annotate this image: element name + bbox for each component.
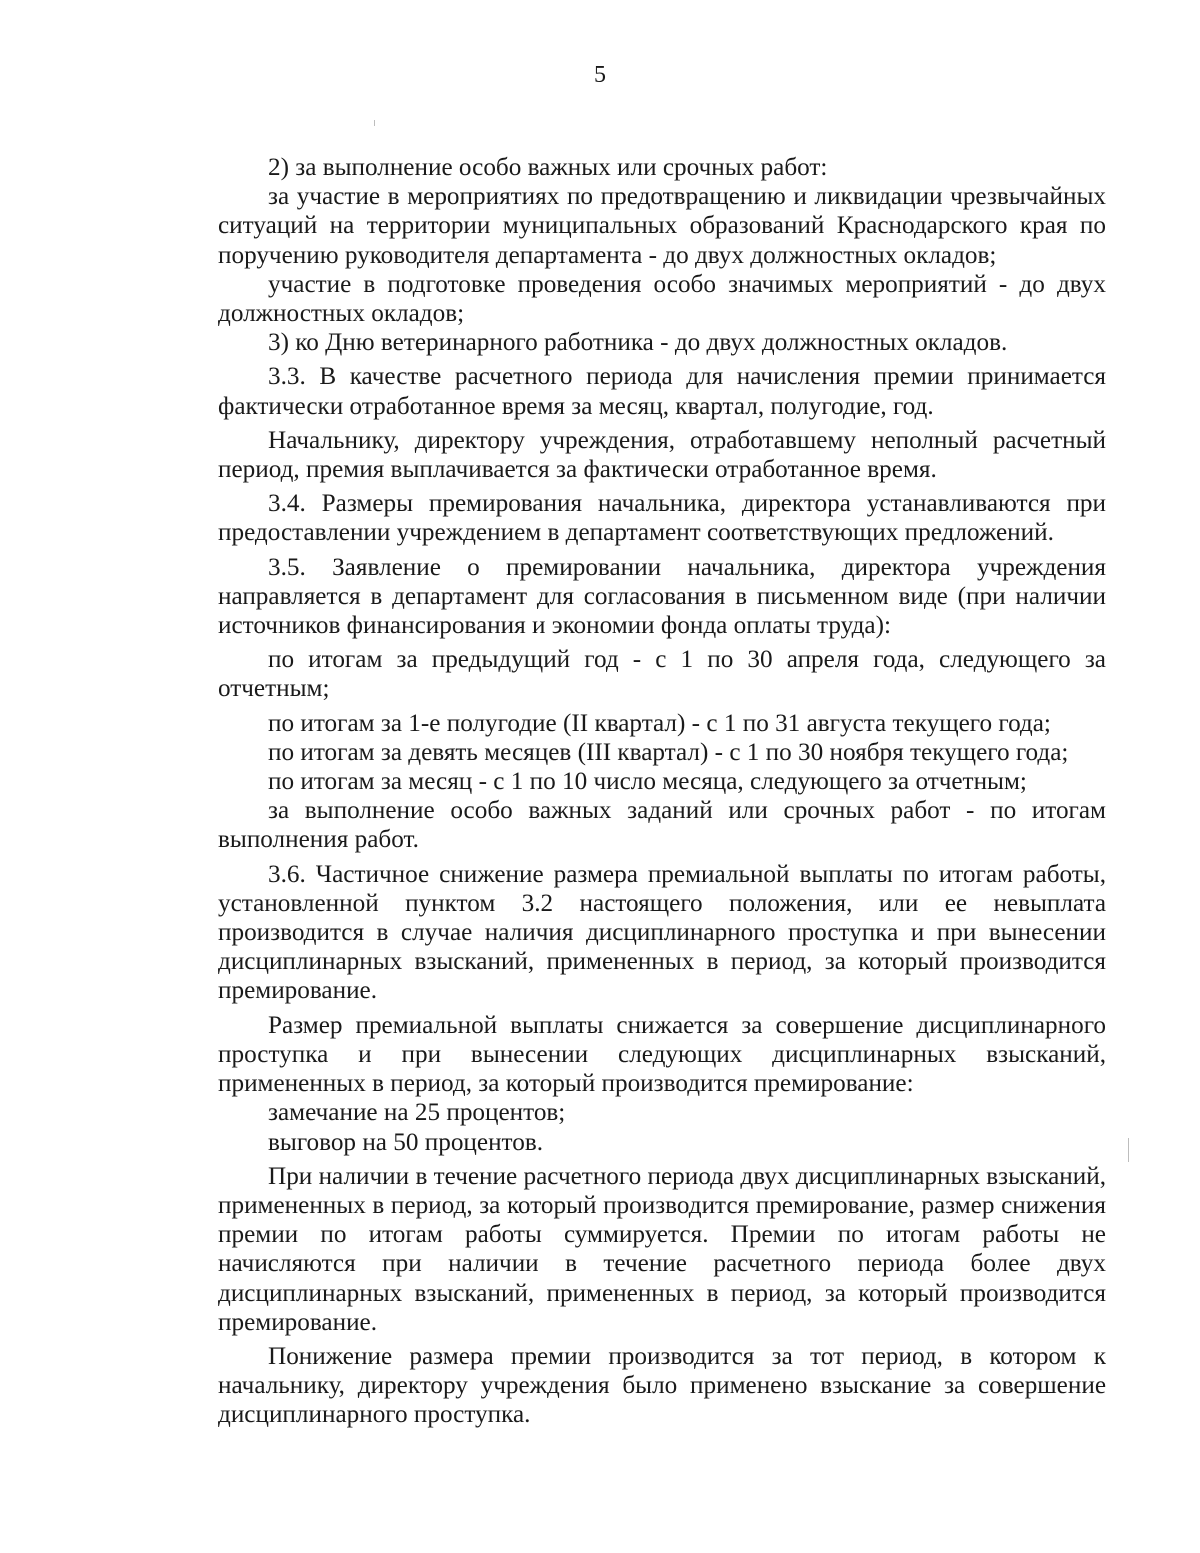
paragraph-3-3: 3.3. В качестве расчетного периода для начисления премии принимается фактически отработанное время за месяц, квартал, полугодие, год.: [218, 363, 1106, 420]
page-number: 5: [594, 62, 606, 88]
paragraph-3-6: 3.6. Частичное снижение размера премиальной выплаты по итогам работы, установленной пунктом 3.2 настоящего положения, или ее невыплата производится в случае наличия дисциплинарного проступка и при вынесении дисциплинарных взысканий, примененных в период, за который производится премирование.: [218, 860, 1106, 1005]
paragraph-remark: замечание на 25 процентов;: [268, 1099, 566, 1127]
paragraph-item-2-heading: 2) за выполнение особо важных или срочных работ:: [268, 154, 828, 181]
paragraph-3-5: 3.5. Заявление о премировании начальника, директора учреждения направляется в департамент для согласования в письменном виде (при наличии источников финансирования и экономии фонда оплаты труда):: [218, 553, 1106, 640]
paragraph-two-penalties: При наличии в течение расчетного периода двух дисциплинарных взысканий, примененных в период, за который производится премирование, размер снижения премии по итогам работы суммируется. Премии по итогам работы не начисляются при наличии в течение расчетного периода более двух дисциплинарных взысканий, примененных в период, за который производится премирование.: [218, 1162, 1106, 1336]
paragraph-reduction-period: Понижение размера премии производится за тот период, в котором к начальнику, директору учреждения было применено взыскание за совершение дисциплинарного проступка.: [218, 1342, 1106, 1429]
scan-mark-right: [1128, 1138, 1129, 1162]
paragraph-reprimand: выговор на 50 процентов.: [268, 1128, 544, 1156]
paragraph-year-results: по итогам за предыдущий год - с 1 по 30 апреля года, следующего за отчетным;: [218, 646, 1106, 703]
paragraph-month-results: по итогам за месяц - с 1 по 10 число месяца, следующего за отчетным;: [268, 768, 1027, 796]
paragraph-urgent-tasks: за выполнение особо важных заданий или срочных работ - по итогам выполнения работ.: [218, 797, 1106, 854]
paragraph-important-events: участие в подготовке проведения особо значимых мероприятий - до двух должностных окладов;: [218, 270, 1106, 328]
paragraph-partial-period: Начальнику, директору учреждения, отработавшему неполный расчетный период, премия выплачивается за фактически отработанное время.: [218, 426, 1106, 484]
paragraph-half-year-results: по итогам за 1-е полугодие (II квартал) - с 1 по 31 августа текущего года;: [268, 709, 1051, 737]
paragraph-nine-months-results: по итогам за девять месяцев (III квартал) - с 1 по 30 ноября текущего года;: [268, 738, 1069, 766]
paragraph-vet-day: 3) ко Дню ветеринарного работника - до двух должностных окладов.: [268, 329, 1008, 357]
paragraph-emergency-participation: за участие в мероприятиях по предотвращению и ликвидации чрезвычайных ситуаций на территории муниципальных образований Краснодарского края по поручению руководителя департамента - до двух должностных окладов;: [218, 183, 1106, 269]
document-body: [218, 153, 1106, 1430]
scan-mark-top: [374, 120, 375, 126]
paragraph-reduction-size: Размер премиальной выплаты снижается за совершение дисциплинарного проступка и при вынесении следующих дисциплинарных взысканий, примененных в период, за который производится премирование:: [218, 1011, 1106, 1098]
paragraph-3-4: 3.4. Размеры премирования начальника, директора устанавливаются при предоставлении учреждением в департамент соответствующих предложений.: [218, 490, 1106, 547]
